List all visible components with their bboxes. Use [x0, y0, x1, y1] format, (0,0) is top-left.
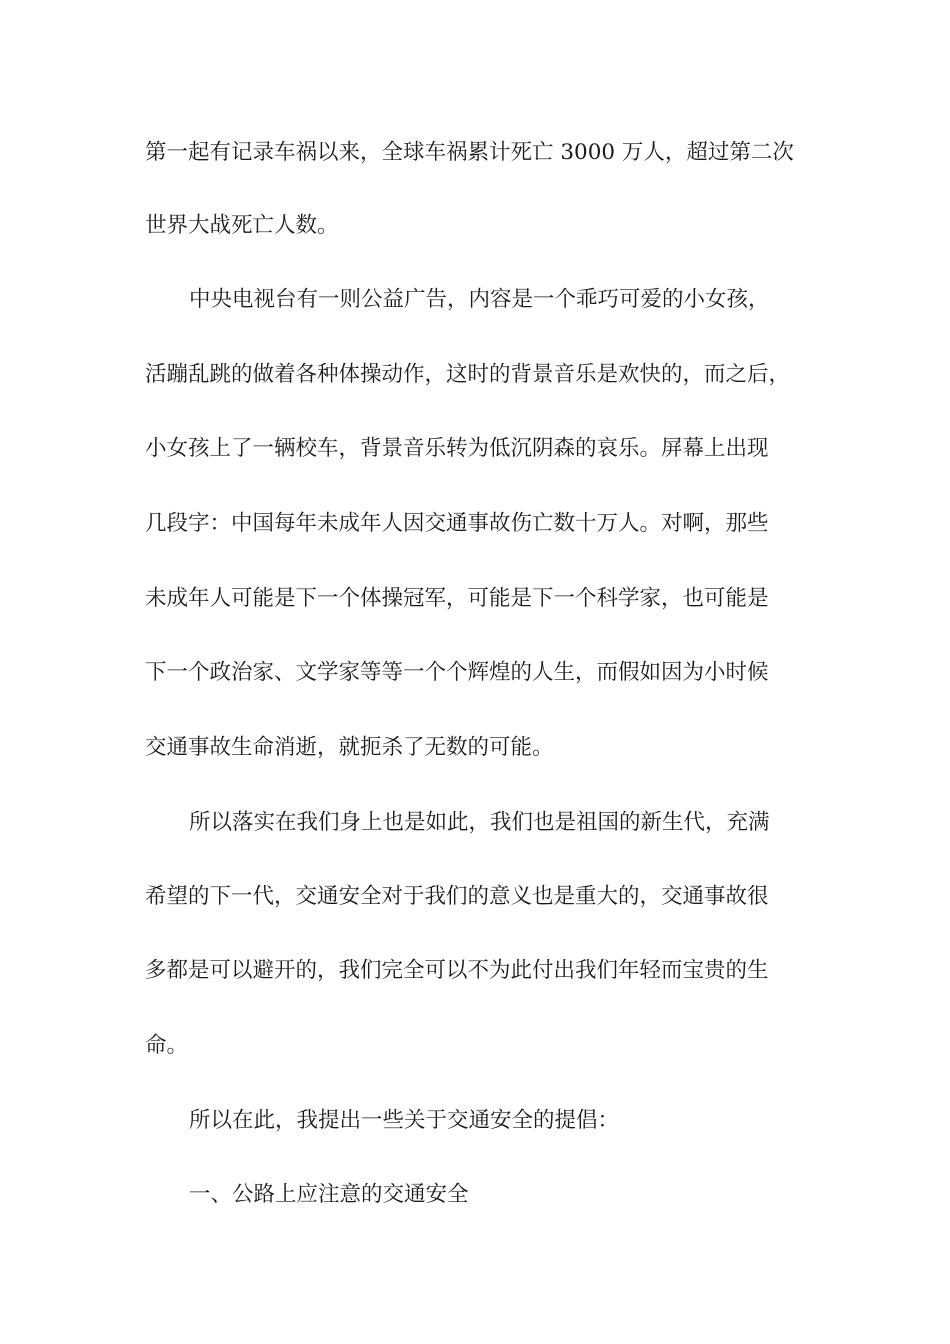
text-line: 命。 [145, 1033, 189, 1058]
text-line: 交通事故生命消逝，就扼杀了无数的可能。 [145, 735, 554, 760]
text-line: 希望的下一代，交通安全对于我们的意义也是重大的，交通事故很 [145, 884, 769, 909]
paragraph-start-line: 所以落实在我们身上也是如此，我们也是祖国的新生代，充满 [189, 810, 770, 835]
text-line: 未成年人可能是下一个体操冠军，可能是下一个科学家，也可能是 [145, 586, 769, 611]
paragraph-start-line: 所以在此，我提出一些关于交通安全的提倡： [189, 1108, 620, 1133]
paragraph-start-line: 中央电视台有一则公益广告，内容是一个乖巧可爱的小女孩， [189, 287, 770, 312]
text-line: 多都是可以避开的，我们完全可以不为此付出我们年轻而宝贵的生 [145, 958, 769, 983]
text-line: 世界大战死亡人数。 [145, 213, 339, 238]
text-line: 下一个政治家、文学家等等一个个辉煌的人生，而假如因为小时候 [145, 660, 769, 685]
section-heading: 一、公路上应注意的交通安全 [189, 1182, 469, 1207]
text-line: 几段字：中国每年未成年人因交通事故伤亡数十万人。对啊，那些 [145, 511, 769, 536]
text-line: 小女孩上了一辆校车，背景音乐转为低沉阴森的哀乐。屏幕上出现 [145, 436, 769, 461]
text-line: 活蹦乱跳的做着各种体操动作，这时的背景音乐是欢快的，而之后， [145, 362, 791, 387]
text-line: 第一起有记录车祸以来，全球车祸累计死亡 3000 万人，超过第二次 [145, 140, 794, 165]
